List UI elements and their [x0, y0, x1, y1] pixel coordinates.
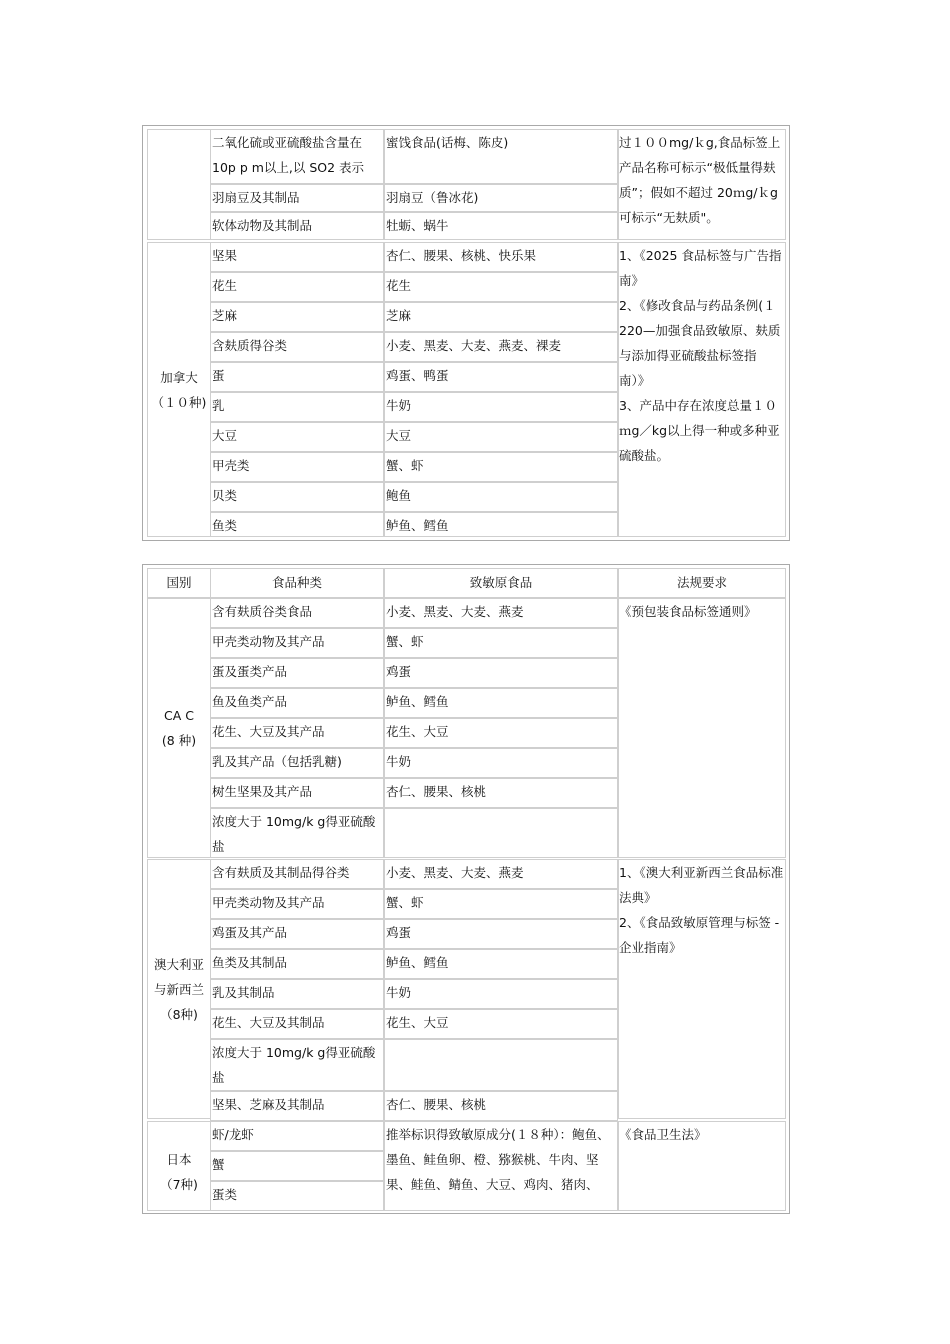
allergen-cell: 花生、大豆: [384, 1009, 618, 1039]
food-type-cell: 蟹: [210, 1151, 384, 1181]
allergen-table-continued: [142, 125, 790, 541]
food-type-cell: 鱼类: [210, 512, 384, 537]
food-type-cell: 软体动物及其制品: [210, 212, 384, 240]
food-type-cell: 甲壳类动物及其产品: [210, 889, 384, 919]
country-label: 澳大利亚与新西兰（8种): [153, 956, 204, 1022]
allergen-table: [142, 564, 790, 1214]
allergen-cell: [384, 808, 618, 858]
allergen-cell: 鲈鱼、鳕鱼: [384, 949, 618, 979]
allergen-cell: 鲍鱼: [384, 482, 618, 512]
food-type-cell: 蛋: [210, 362, 384, 392]
country-label: 日本 （7种): [160, 1152, 198, 1192]
allergen-cell: 小麦、黑麦、大麦、燕麦、裸麦: [384, 332, 618, 362]
allergen-cell: 花生、大豆: [384, 718, 618, 748]
food-type-cell: 树生坚果及其产品: [210, 778, 384, 808]
allergen-cell: 蟹、虾: [384, 452, 618, 482]
allergen-cell: 羽扇豆（鲁冰花): [384, 184, 618, 212]
regulation-cell-canada: 1、《2025 食品标签与广告指南》 2、《修改食品与药品条例(１220—加强食品致敏原、麸质与添加得亚硫酸盐标签指南）》 3、产品中存在浓度总量１０ｍg／kg以上得一种或多种亚硫酸盐。: [618, 242, 786, 537]
allergen-cell: 蜜饯食品(话梅、陈皮): [384, 129, 618, 184]
regulation-cell-anz: 1、《澳大利亚新西兰食品标准法典》 2、《食品致敏原管理与标签 - 企业指南》: [618, 859, 786, 1119]
allergen-cell: 牛奶: [384, 979, 618, 1009]
food-type-cell: 浓度大于 10mg/k g得亚硫酸盐: [210, 1039, 384, 1091]
allergen-cell: 牡蛎、蜗牛: [384, 212, 618, 240]
regulation-cell-japan: 《食品卫生法》: [618, 1121, 786, 1211]
allergen-cell: 鸡蛋、鸭蛋: [384, 362, 618, 392]
allergen-cell: 杏仁、腰果、核桃、快乐果: [384, 242, 618, 272]
allergen-cell: [384, 1039, 618, 1091]
allergen-cell: 大豆: [384, 422, 618, 452]
allergen-cell: 牛奶: [384, 392, 618, 422]
food-type-cell: 芝麻: [210, 302, 384, 332]
allergen-cell: 杏仁、腰果、核桃: [384, 778, 618, 808]
food-type-cell: 羽扇豆及其制品: [210, 184, 384, 212]
food-type-cell: 乳及其制品: [210, 979, 384, 1009]
header-regulation: 法规要求: [618, 568, 786, 598]
food-type-cell: 花生、大豆及其产品: [210, 718, 384, 748]
food-type-cell: 二氧化硫或亚硫酸盐含量在10p p m以上,以 SO2 表示: [210, 129, 384, 184]
allergen-cell: 小麦、黑麦、大麦、燕麦: [384, 859, 618, 889]
food-type-cell: 含麸质得谷类: [210, 332, 384, 362]
food-type-cell: 乳及其产品（包括乳糖): [210, 748, 384, 778]
food-type-cell: 含有麸质谷类食品: [210, 598, 384, 628]
allergen-cell: 鸡蛋: [384, 658, 618, 688]
allergen-cell: 鲈鱼、鳕鱼: [384, 688, 618, 718]
allergen-cell: 杏仁、腰果、核桃: [384, 1091, 618, 1121]
food-type-cell: 蛋及蛋类产品: [210, 658, 384, 688]
allergen-cell: 鲈鱼、鳕鱼: [384, 512, 618, 537]
header-country: 国别: [147, 568, 211, 598]
regulation-cell-cac: 《预包装食品标签通则》: [618, 598, 786, 858]
food-type-cell: 甲壳类动物及其产品: [210, 628, 384, 658]
food-type-cell: 大豆: [210, 422, 384, 452]
food-type-cell: 蛋类: [210, 1181, 384, 1211]
country-label: CA C (8 种): [161, 708, 197, 748]
allergen-cell: 牛奶: [384, 748, 618, 778]
allergen-cell: 蟹、虾: [384, 628, 618, 658]
food-type-cell: 乳: [210, 392, 384, 422]
food-type-cell: 坚果、芝麻及其制品: [210, 1091, 384, 1121]
allergen-cell: 鸡蛋: [384, 919, 618, 949]
allergen-cell: 小麦、黑麦、大麦、燕麦: [384, 598, 618, 628]
country-cell-anz: [147, 859, 211, 1119]
food-type-cell: 鱼及鱼类产品: [210, 688, 384, 718]
regulation-cell: 过１００mg/ｋg,食品标签上产品名称可标示“极低量得麸质”；假如不超过 20ｍg/ｋg可标示“无麸质"。: [618, 129, 786, 240]
food-type-cell: 花生、大豆及其制品: [210, 1009, 384, 1039]
food-type-cell: 鸡蛋及其产品: [210, 919, 384, 949]
food-type-cell: 花生: [210, 272, 384, 302]
food-type-cell: 虾/龙虾: [210, 1121, 384, 1151]
country-cell-japan: [147, 1121, 211, 1211]
food-type-cell: 坚果: [210, 242, 384, 272]
country-cell-canada: [147, 242, 211, 537]
country-label: 加拿大 （１０种): [151, 369, 207, 410]
header-allergen: 致敏原食品: [384, 568, 618, 598]
food-type-cell: 浓度大于 10mg/k g得亚硫酸盐: [210, 808, 384, 858]
allergen-cell: 芝麻: [384, 302, 618, 332]
food-type-cell: 甲壳类: [210, 452, 384, 482]
food-type-cell: 含有麸质及其制品得谷类: [210, 859, 384, 889]
country-cell-cac: [147, 598, 211, 858]
allergen-cell: 蟹、虾: [384, 889, 618, 919]
header-food-type: 食品种类: [210, 568, 384, 598]
food-type-cell: 鱼类及其制品: [210, 949, 384, 979]
food-type-cell: 贝类: [210, 482, 384, 512]
allergen-cell: 花生: [384, 272, 618, 302]
allergen-cell-japan: 推举标识得致敏原成分(１８种）：鲍鱼、墨鱼、鲑鱼卵、橙、猕猴桃、牛肉、坚果、鲑鱼、鲭鱼、大豆、鸡肉、猪肉、: [384, 1121, 618, 1211]
country-cell-empty: [147, 129, 211, 240]
